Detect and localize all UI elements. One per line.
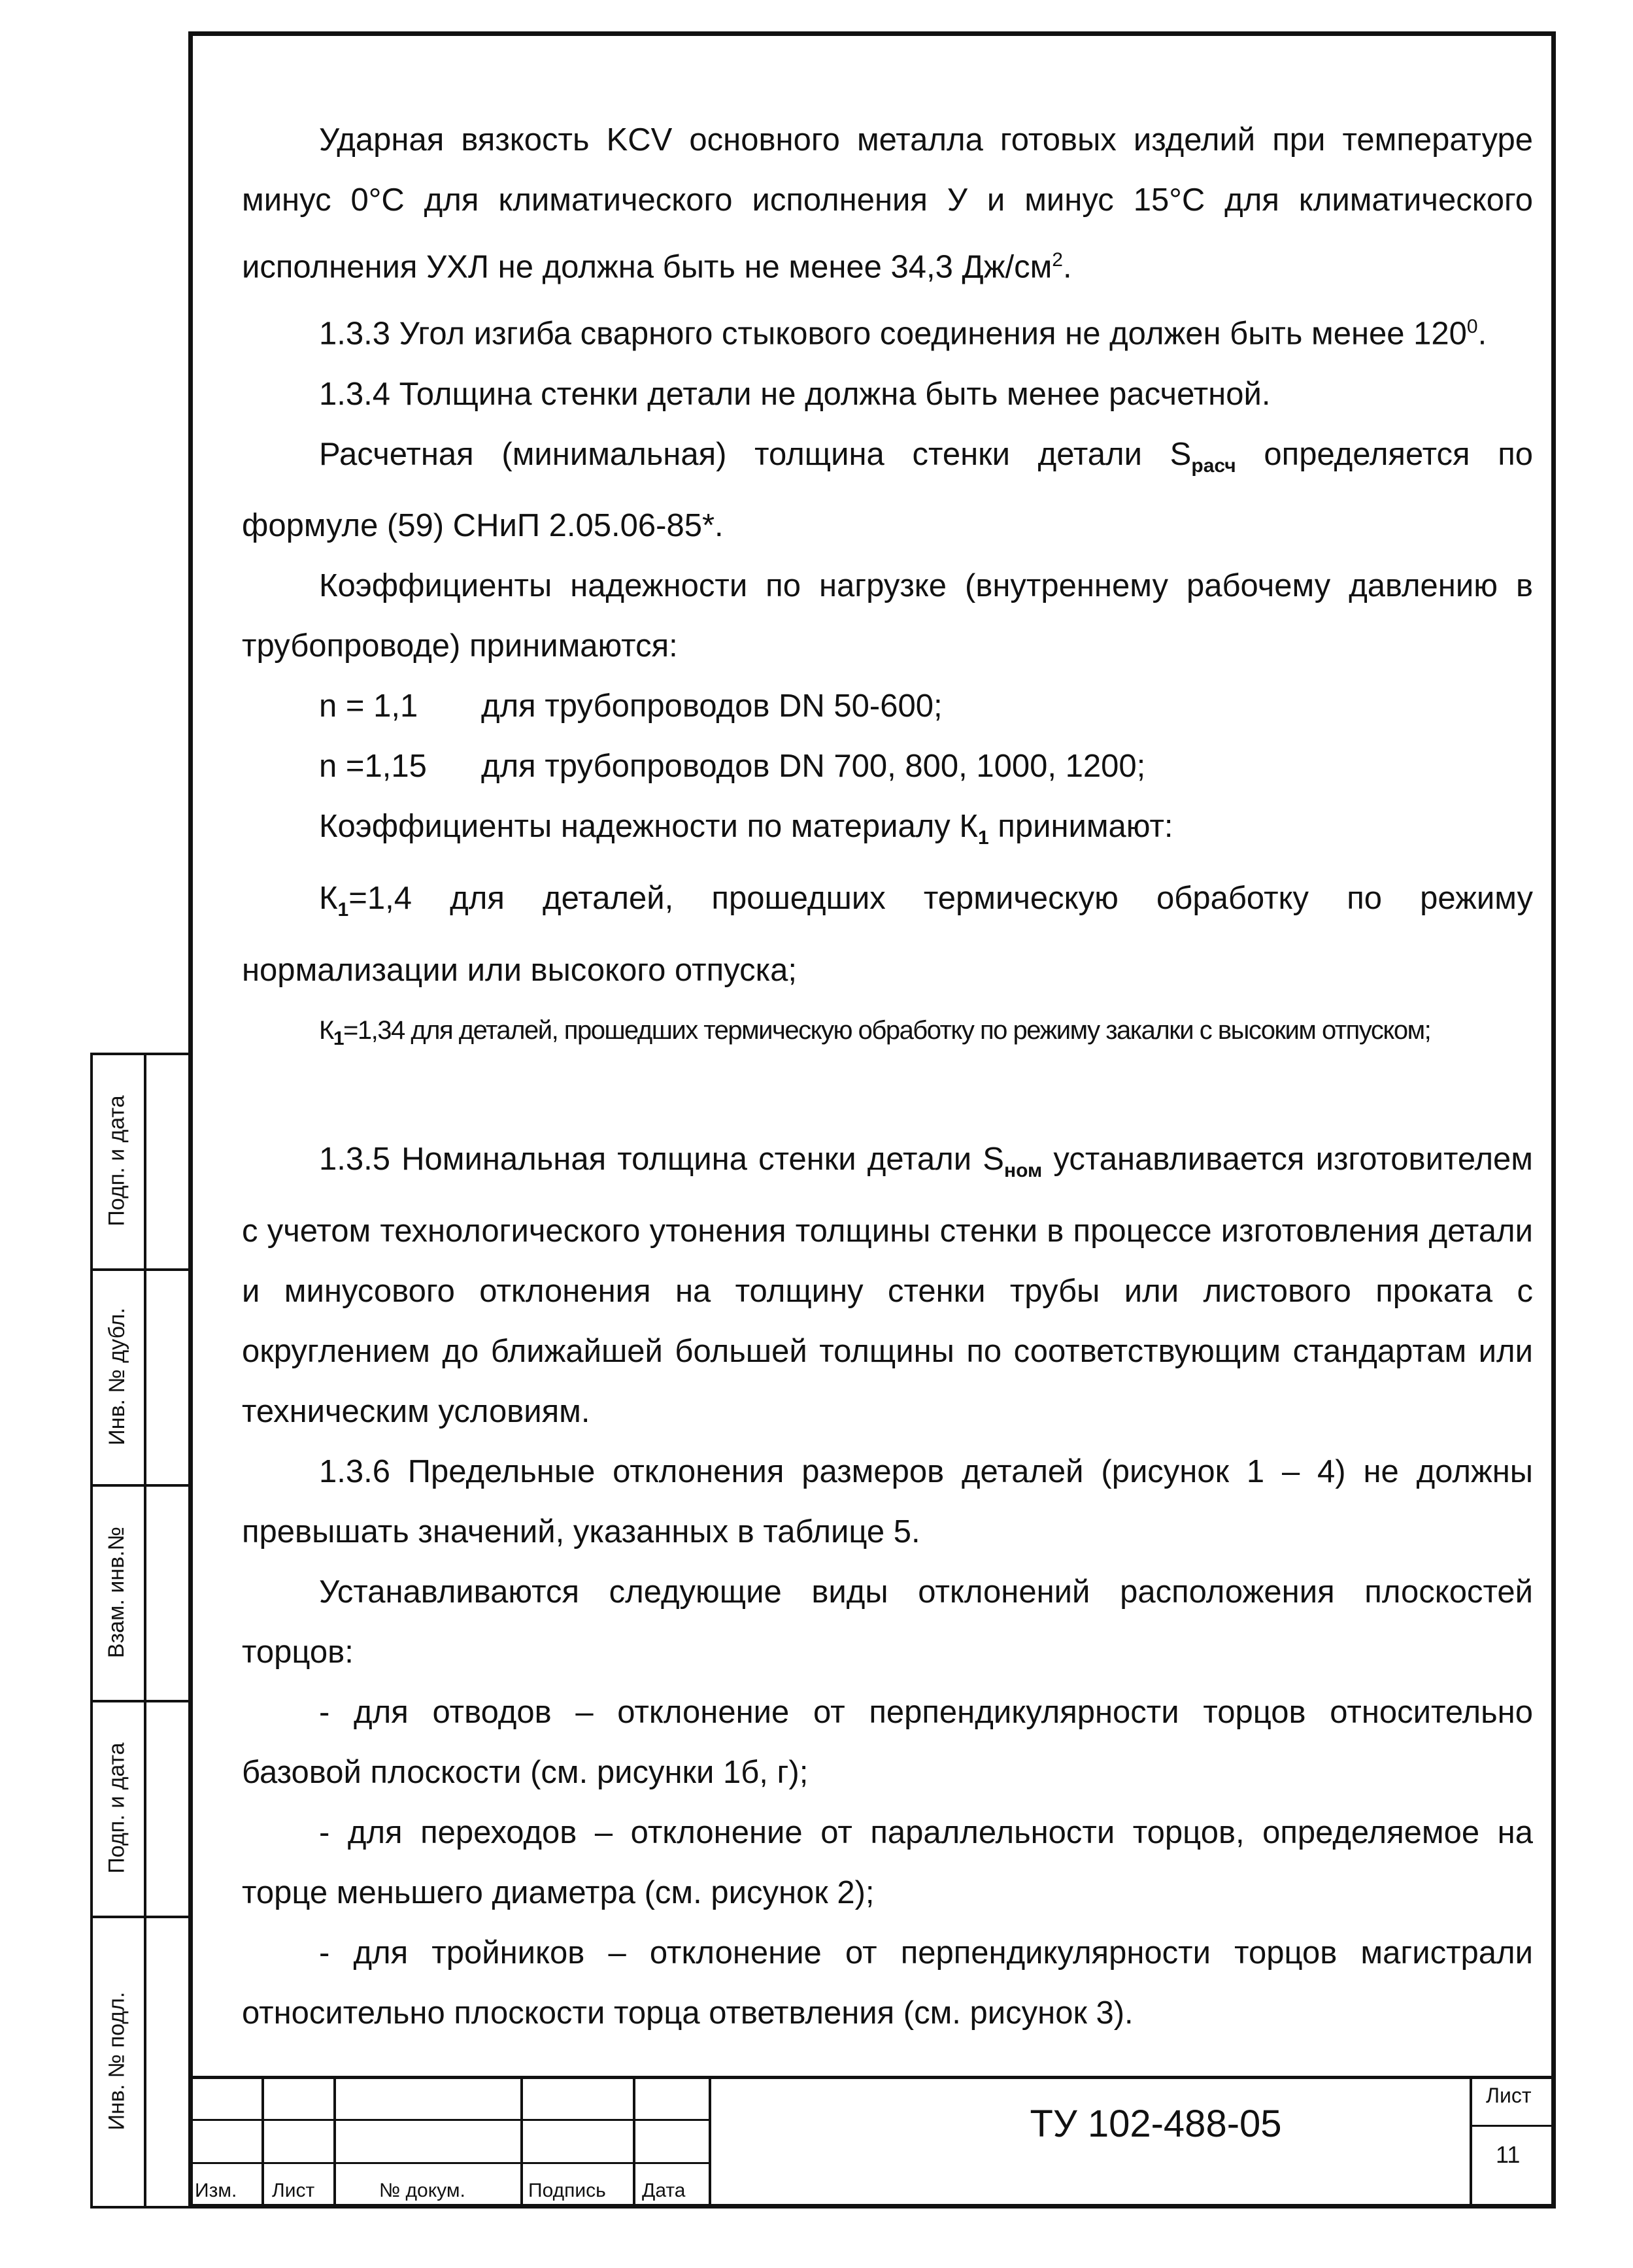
paragraph-1-3-3: 1.3.3 Угол изгиба сварного стыкового соединения не должен быть менее $120^0$. bbox=[319, 316, 1487, 352]
margin-divider bbox=[90, 2206, 188, 2209]
margin-cell-podp-data-2: Подп. и дата bbox=[104, 1742, 129, 1874]
paragraph-1-3-4: 1.3.4 Толщина стенки детали не должна быть менее расчетной. bbox=[319, 376, 1271, 412]
stamp-col-line bbox=[1470, 2076, 1472, 2209]
margin-cell-podp-data-1: Подп. и дата bbox=[104, 1094, 129, 1227]
sheet-number: 11 bbox=[1496, 2141, 1521, 2168]
stamp-col-line bbox=[709, 2076, 711, 2209]
margin-cell-inv-dubl: Инв. № дубл. bbox=[104, 1307, 129, 1446]
paragraph-calc-thickness: Расчетная (минимальная) толщина стенки детали $S_{расч}$ определяется по формуле (59) СНиП 2.05.06-85*. bbox=[242, 436, 1533, 544]
paragraph-tees: - для тройников – отклонение от перпендикулярности торцов магистрали относительно плоскости торца ответвления (см. рисунок 3). bbox=[242, 1935, 1533, 2031]
spacer bbox=[242, 1069, 1533, 1129]
stamp-label-izm: Изм. bbox=[195, 2180, 237, 2201]
margin-binding-column bbox=[90, 1053, 188, 2209]
list-item-n1: n = 1,1 для трубопроводов DN 50-600; bbox=[319, 688, 943, 724]
paragraph-deviation-types: Устанавливаются следующие виды отклонений расположения плоскостей торцов: bbox=[242, 1574, 1533, 1670]
stamp-col-line bbox=[520, 2076, 523, 2209]
list-item-n2: n =1,15 для трубопроводов DN 700, 800, 1000, 1200; bbox=[319, 749, 1146, 785]
stamp-label-list: Лист bbox=[272, 2180, 315, 2201]
document-body bbox=[242, 110, 1533, 2043]
stamp-label-dokum: № докум. bbox=[379, 2180, 465, 2201]
paragraph-1-3-5: 1.3.5 Номинальная толщина стенки детали $S_{ном}$ устанавливается изготовителем с учетом технологического утонения толщины стенки в процессе изготовления детали и минусового отклонения на толщину стенки трубы или листового проката с округлением до ближайшей большей толщины по соответствующим стандартам или техническим условиям. bbox=[242, 1142, 1533, 1429]
paragraph-k1-normalization: $К_1=1,4$ для деталей, прошедших термическую обработку по режиму нормализации или высокого отпуска; bbox=[242, 881, 1533, 989]
margin-line-inner bbox=[144, 1053, 146, 2209]
stamp-top-line bbox=[188, 2076, 1556, 2079]
margin-cell-vzam-inv: Взам. инв.№ bbox=[104, 1526, 129, 1658]
stamp-label-podpis: Подпись bbox=[528, 2180, 606, 2201]
paragraph-1-3-6: 1.3.6 Предельные отклонения размеров деталей (рисунок 1 – 4) не должны превышать значений, указанных в таблице 5. bbox=[242, 1453, 1533, 1549]
stamp-label-data: Дата bbox=[642, 2180, 686, 2201]
stamp-col-line bbox=[633, 2076, 635, 2209]
margin-cell-inv-podl: Инв. № подл. bbox=[104, 1991, 129, 2130]
paragraph-reducers: - для переходов – отклонение от параллельности торцов, определяемое на торце меньшего диаметра (см. рисунок 2); bbox=[242, 1814, 1533, 1910]
stamp-col-line bbox=[333, 2076, 336, 2209]
paragraph-material-coefficients: Коэффициенты надежности по материалу $К_1$ принимают: bbox=[319, 809, 1173, 849]
paragraph-elbows: - для отводов – отклонение от перпендикулярности торцов относительно базовой плоскости (см. рисунки 1б, г); bbox=[242, 1694, 1533, 1790]
paragraph-load-coefficients: Коэффициенты надежности по нагрузке (внутреннему рабочему давлению в трубопроводе) принимаются: bbox=[242, 568, 1533, 664]
sheet-label: Лист bbox=[1486, 2084, 1532, 2107]
paragraph-impact-strength: Ударная вязкость KCV основного металла готовых изделий при температуре минус 0°С для климатического исполнения У и минус 15°С для климатического исполнения УХЛ не должна быть не менее 34,3 $Дж/см^2$. bbox=[242, 122, 1533, 285]
stamp-sheet-line bbox=[1470, 2125, 1556, 2127]
stamp-col-line bbox=[261, 2076, 264, 2209]
paragraph-k1-quenching: $К_1=1,34$ для деталей, прошедших термическую обработку по режиму закалки с высоким отпуском; bbox=[319, 1016, 1431, 1050]
title-block-stamp bbox=[188, 2076, 1556, 2209]
document-code: ТУ 102-488-05 bbox=[1030, 2103, 1282, 2145]
